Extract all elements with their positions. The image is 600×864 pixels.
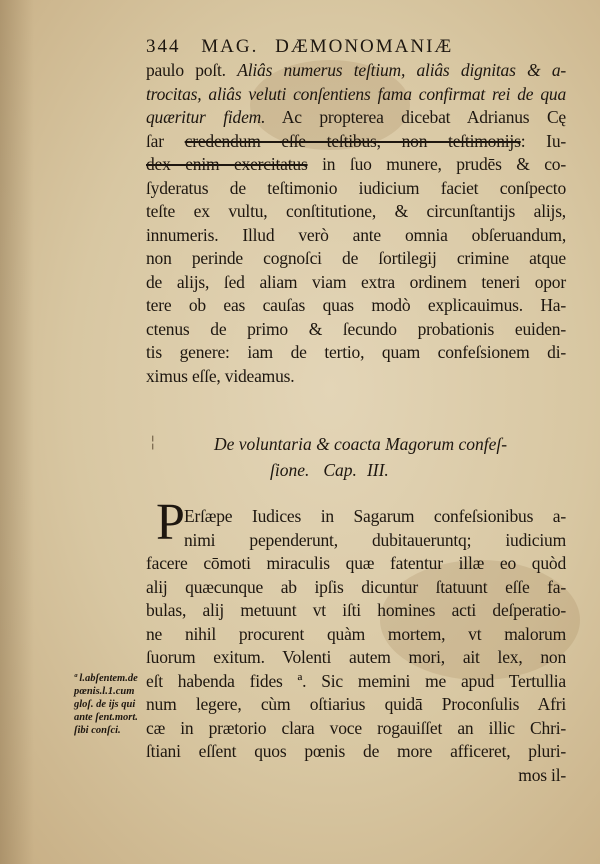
- marginal-note-line: pœnis.l.1.cum: [74, 686, 135, 697]
- text-line: de alijs, ſed aliam viam extra ordinem teneri opor: [146, 271, 566, 292]
- text-line: non perinde cognoſci de ſortilegij crimine atque: [146, 248, 566, 268]
- marginal-note-line: ante ſent.mort.: [74, 712, 138, 723]
- marginal-note-line: gloſ. de ijs qui: [74, 699, 136, 710]
- text-line: ſyderatus de teſtimonio iudicium faciet conſpecto: [146, 177, 566, 198]
- text-line: quæritur fidem. Ac propterea dicebat Adrianus Cę: [146, 107, 566, 127]
- text-line: eſt habenda fides ª. Sic memini me apud Tertullia: [146, 670, 566, 691]
- chapter-heading-line1: De voluntaria & coacta Magorum confeſ-: [214, 434, 508, 454]
- text-line: ſuorum exitum. Volenti autem mori, ait lex, non: [146, 647, 566, 667]
- text-line: paulo poſt. Aliâs numerus teſtium, aliâs dignitas & a-: [146, 60, 566, 80]
- text-line: ſar credendum eſſe teſtibus, non teſtimonijs: Iu-: [146, 130, 566, 151]
- page-number: 344: [146, 36, 181, 57]
- text-line: nimi pependerunt, dubitaueruntq; iudicium: [184, 529, 566, 550]
- text-line: facere cōmoti miraculis quæ fatentur illæ eo quòd: [146, 553, 566, 573]
- text-line: ne nihil procurent quàm mortem, vt malorum: [146, 623, 566, 644]
- text-line: innumeris. Illud verò ante omnia obſeruandum,: [146, 224, 566, 245]
- chapter-heading: [214, 434, 544, 486]
- text-line: ximus eſſe, videamus.: [146, 365, 295, 386]
- marginal-note: [74, 672, 164, 737]
- side-mark: ¦: [150, 432, 156, 451]
- text-line: ſtiani eſſent quos pœnis de more afficeret, pluri-: [146, 741, 566, 761]
- text-line: ctenus de primo & ſecundo probationis euiden-: [146, 318, 566, 339]
- running-title-word1: MAG.: [201, 36, 259, 57]
- running-title-word2: DÆMONOMANIÆ: [275, 36, 454, 57]
- text-line: tere ob eas cauſas quas modò explicauimus. Ha-: [146, 295, 566, 315]
- text-line: Erſæpe Iudices in Sagarum confeſsionibus a-: [184, 506, 566, 526]
- text-line: cæ in prætorio clara voce rogauiſſet an illic Chri-: [146, 717, 566, 738]
- text-line: teſte ex vultu, conſtitutione, & circunſtantijs alijs,: [146, 201, 566, 221]
- text-line: num legere, cùm oſtiarius quidā Proconſulis Afri: [146, 694, 566, 714]
- text-line: tis genere: iam de tertio, quam confeſsionem di-: [146, 342, 566, 362]
- chapter-body: [146, 506, 566, 788]
- text-line: dex enim exercitatus in ſuo munere, prudēs & co-: [146, 154, 566, 174]
- chapter-label: Cap.: [323, 460, 357, 480]
- drop-cap: P: [156, 494, 185, 551]
- gutter-shadow: [0, 0, 34, 864]
- chapter-number: III.: [366, 460, 389, 480]
- text-line: trocitas, aliâs veluti conſentiens fama confirmat rei de qua: [146, 83, 566, 104]
- catchword: mos il-: [518, 764, 566, 785]
- running-head: [146, 36, 453, 58]
- marginal-note-line: ª l.abſentem.de: [74, 673, 138, 684]
- marginal-note-line: ſibi conſci.: [74, 725, 121, 736]
- text-line: bulas, alij metuunt vt iſti homines acti deſperatio-: [146, 600, 566, 620]
- chapter-heading-line2: ſione. Cap. III.: [270, 460, 389, 480]
- text-line: alij quæcunque ab ipſis dicuntur ſtatuunt eſſe fa-: [146, 576, 566, 597]
- first-text-block: [146, 60, 566, 389]
